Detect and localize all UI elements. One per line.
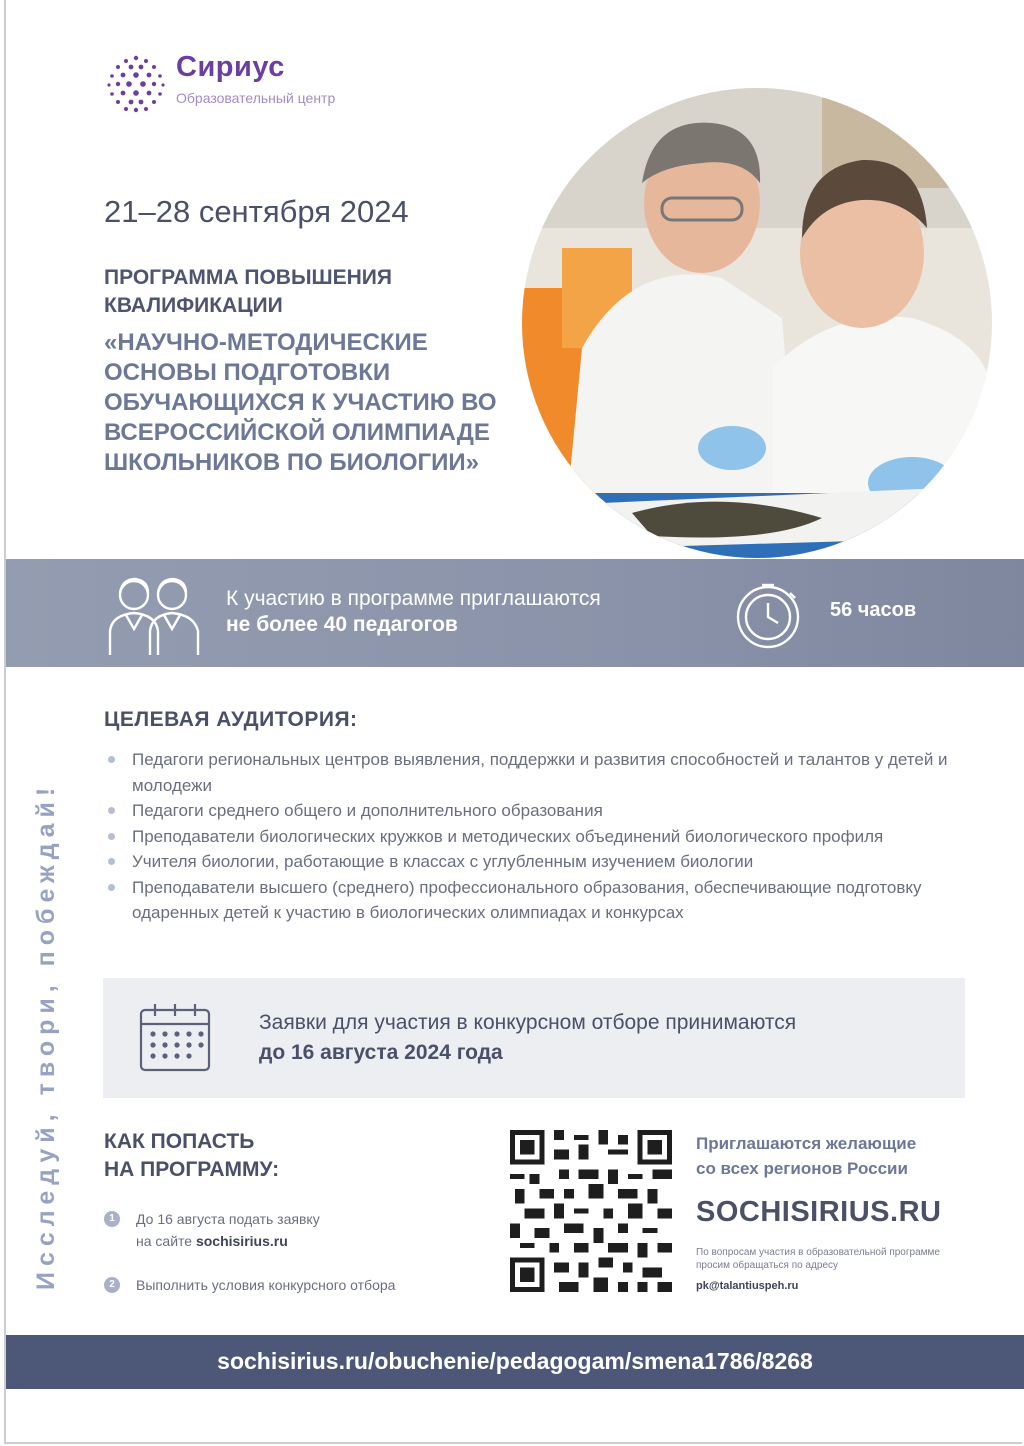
- list-item: Педагоги среднего общего и дополнительного образования: [104, 798, 964, 824]
- step-text: [136, 1208, 320, 1252]
- deadline-date: до 16 августа 2024 года: [259, 1041, 503, 1064]
- lab-photo: [522, 88, 992, 558]
- clock-icon: [732, 579, 804, 651]
- calendar-icon: [137, 1002, 213, 1074]
- lab-photo-illustration: [522, 88, 992, 558]
- invite-line-2: со всех регионов России: [696, 1159, 908, 1178]
- audience-list: [104, 747, 964, 926]
- list-item: Педагоги региональных центров выявления, поддержки и развития способностей и талантов у детей и молодежи: [104, 747, 964, 798]
- info-banner: [6, 559, 1024, 667]
- site-link[interactable]: SOCHISIRIUS.RU: [696, 1196, 942, 1228]
- how-heading: [104, 1128, 279, 1184]
- list-item: Учителя биологии, работающие в классах с углубленным изучением биологии: [104, 849, 964, 875]
- sirius-logo[interactable]: [104, 52, 335, 116]
- vertical-slogan: Исследуй, твори, побеждай!: [32, 781, 60, 1290]
- hours-count: 56 часов: [830, 599, 917, 621]
- audience-heading: ЦЕЛЕВАЯ АУДИТОРИЯ:: [104, 708, 358, 731]
- logo-name: Сириус: [176, 51, 285, 83]
- step-2-text: Выполнить условия конкурсного отбора: [136, 1277, 396, 1293]
- limit-line: не более 40 педагогов: [226, 613, 458, 636]
- step-1-text-b: на сайте: [136, 1233, 196, 1249]
- qr-code[interactable]: [510, 1130, 672, 1292]
- contact-email[interactable]: pk@talantiuspeh.ru: [696, 1280, 799, 1292]
- list-item: Преподаватели биологических кружков и методических объединений биологического профиля: [104, 824, 964, 850]
- program-dates: 21–28 сентября 2024: [104, 194, 409, 229]
- step-1: [104, 1208, 320, 1252]
- sochisirius-link[interactable]: sochisirius.ru: [195, 1233, 288, 1249]
- people-icon: [106, 571, 202, 657]
- how-heading-line-2: НА ПРОГРАММУ:: [104, 1158, 280, 1181]
- contact-note: По вопросам участия в образовательной программе просим обращаться по адресу: [696, 1247, 940, 1271]
- deadline-box: [103, 978, 965, 1098]
- list-item: Преподаватели высшего (среднего) профессионального образования, обеспечивающие подготовку одаренных детей к участию в биологических олимпиадах и конкурсах: [104, 875, 964, 926]
- footer-url-link[interactable]: sochisirius.ru/obuchenie/pedagogam/smena1786/8268: [217, 1348, 813, 1374]
- step-number: 1: [104, 1211, 120, 1227]
- invite-line-1: Приглашаются желающие: [696, 1134, 917, 1153]
- invite-text: [696, 1131, 916, 1181]
- step-2: [104, 1274, 395, 1296]
- deadline-text: [259, 1008, 796, 1068]
- footer-bar: [6, 1335, 1024, 1389]
- invite-line: К участию в программе приглашаются: [226, 587, 601, 610]
- how-heading-line-1: КАК ПОПАСТЬ: [104, 1130, 255, 1153]
- participants-text: [226, 586, 601, 638]
- step-number: 2: [104, 1277, 120, 1293]
- program-title: «НАУЧНО-МЕТОДИЧЕСКИЕ ОСНОВЫ ПОДГОТОВКИ ОБУЧАЮЩИХСЯ К УЧАСТИЮ ВО ВСЕРОССИЙСКОЙ ОЛИМПИАДЕ ШКОЛЬНИКОВ ПО БИОЛОГИИ»: [104, 329, 497, 476]
- sirius-dots-logo-icon: [104, 52, 168, 116]
- logo-subtitle: Образовательный центр: [176, 90, 336, 106]
- program-label: ПРОГРАММА ПОВЫШЕНИЯ КВАЛИФИКАЦИИ: [104, 266, 392, 317]
- deadline-line-1: Заявки для участия в конкурсном отборе принимаются: [259, 1011, 797, 1034]
- step-1-text: До 16 августа подать заявку: [136, 1211, 320, 1227]
